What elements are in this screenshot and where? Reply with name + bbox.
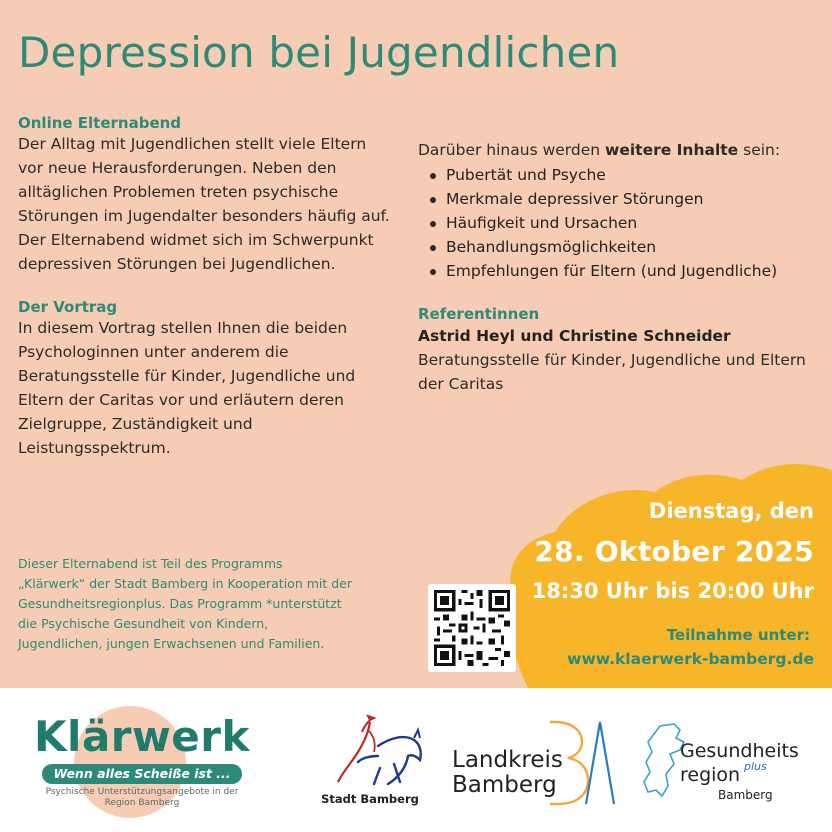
gesundheitsregion-label-1: Gesundheits: [680, 740, 799, 762]
landkreis-label-line1: Landkreis: [452, 747, 563, 773]
page-title: Depression bei Jugendlichen: [18, 28, 620, 77]
gesundheitsregion-plus: plus: [744, 760, 767, 773]
contents-intro: [418, 138, 823, 162]
contents-list: [418, 163, 823, 283]
event-date-box: [532, 496, 814, 606]
referentinnen-org: Beratungsstelle für Kinder, Jugendliche und Eltern der Caritas: [418, 351, 806, 393]
registration-label: Teilnahme unter:: [666, 626, 810, 644]
referentinnen-names: Astrid Heyl und Christine Schneider: [418, 327, 731, 345]
list-item: Häufigkeit und Ursachen: [418, 211, 823, 235]
landkreis-bamberg-label: [452, 748, 563, 798]
left-column: [18, 114, 390, 460]
stadt-bamberg-label: Stadt Bamberg: [321, 792, 419, 806]
qr-code-icon[interactable]: [428, 584, 516, 672]
right-column: [418, 138, 823, 396]
section-text-elternabend: Der Alltag mit Jugendlichen stellt viele Eltern vor neue Herausforderungen. Neben den alltäglichen Problemen treten psychische Störungen im Jugendalter besonders häufig auf. Der Elternabend widmet sich im Schwerpunkt depressiven Störungen bei Jugendlichen.: [18, 135, 390, 273]
referentinnen-heading: Referentinnen: [418, 305, 540, 323]
event-date: 28. Oktober 2025: [534, 535, 814, 568]
list-item: Merkmale depressiver Störungen: [418, 187, 823, 211]
contents-intro-bold: weitere Inhalte: [605, 141, 739, 159]
klaerwerk-logo-title: Klärwerk: [34, 712, 250, 761]
section-text-vortrag: In diesem Vortrag stellen Ihnen die beiden Psychologinnen unter anderem die Beratungsstelle für Kinder, Jugendliche und Eltern der Caritas vor und erläutern deren Zielgruppe, Zuständigkeit und Leistungsspektrum.: [18, 319, 356, 457]
list-item: Pubertät und Psyche: [418, 163, 823, 187]
landkreis-label-line2: Bamberg: [452, 772, 557, 798]
program-note: Dieser Elternabend ist Teil des Programms „Klärwerk“ der Stadt Bamberg in Kooperation mit der Gesundheitsregionplus. Das Programm *unterstützt die Psychische Gesundheit von Kindern, Jugendlichen, jungen Erwachsenen und Familien.: [18, 556, 353, 651]
klaerwerk-subtitle: Psychische Unterstützungsangebote in der Region Bamberg: [45, 787, 239, 808]
list-item: Empfehlungen für Eltern (und Jugendliche): [418, 259, 823, 283]
section-heading-elternabend: Online Elternabend: [18, 114, 182, 132]
contents-intro-post: sein:: [738, 141, 781, 159]
registration-link[interactable]: www.klaerwerk-bamberg.de: [567, 650, 814, 668]
contents-intro-pre: Darüber hinaus werden: [418, 141, 606, 159]
event-day: Dienstag, den: [648, 499, 814, 523]
gesundheitsregion-label-2: region: [680, 764, 741, 786]
klaerwerk-tagline: Wenn alles Scheiße ist ...: [42, 764, 242, 784]
list-item: Behandlungsmöglichkeiten: [418, 235, 823, 259]
event-time: 18:30 Uhr bis 20:00 Uhr: [531, 579, 814, 603]
section-heading-vortrag: Der Vortrag: [18, 298, 118, 316]
gesundheitsregion-bamberg: Bamberg: [718, 788, 773, 802]
